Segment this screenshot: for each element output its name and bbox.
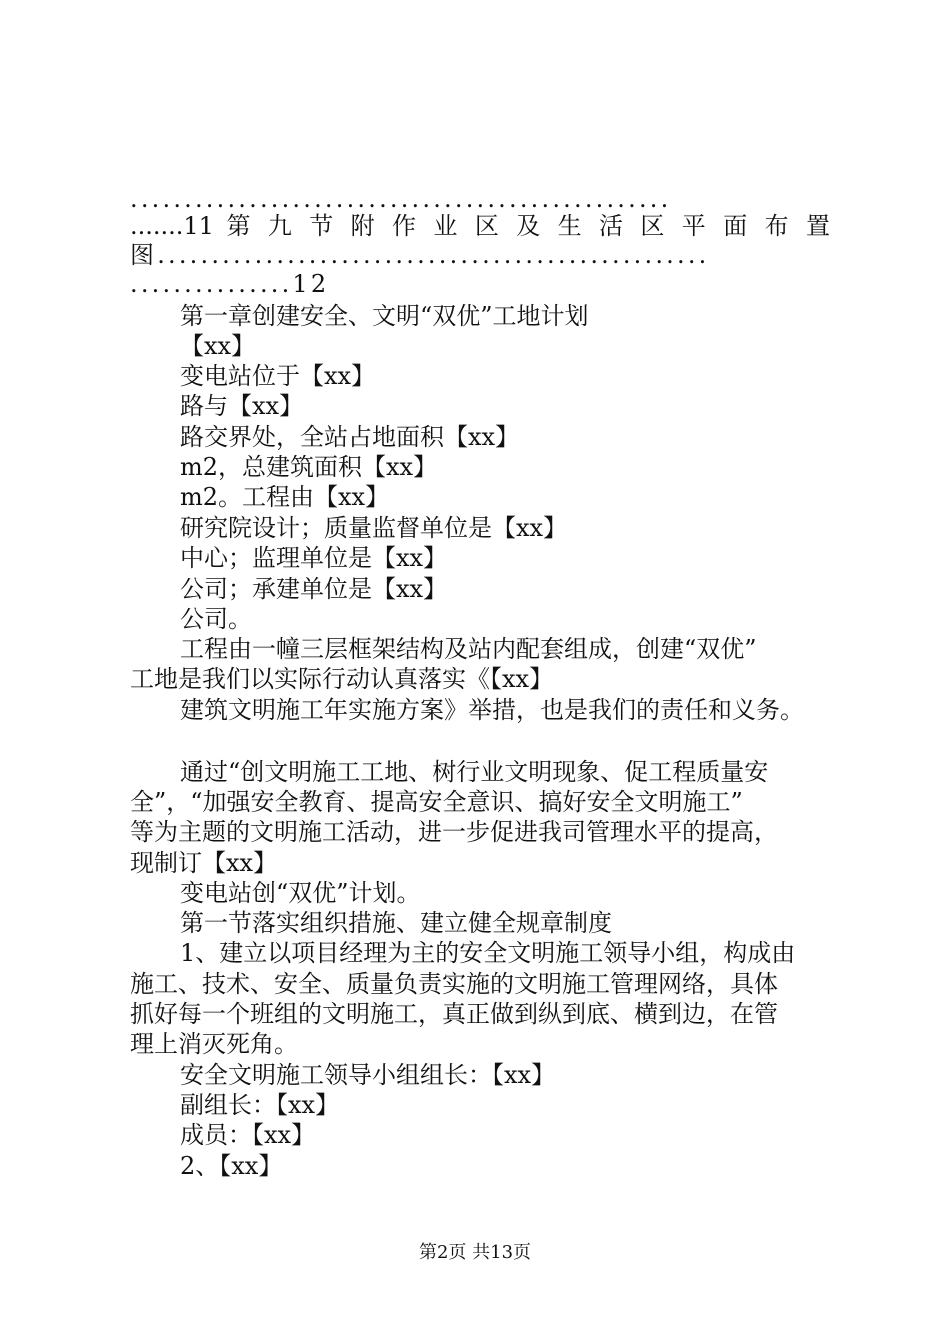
- paragraph-line: 理上消灭死角。: [130, 1030, 298, 1058]
- paragraph-line: 抓好每一个班组的文明施工，真正做到纵到底、横到边，在管: [130, 1000, 778, 1028]
- toc-entry-section9: .......11 第 九 节 附 作 业 区 及 生 活 区 平 面 布 置: [130, 212, 830, 240]
- paragraph-line: 【xx】: [180, 332, 256, 360]
- paragraph-line: m2，总建筑面积【xx】: [180, 453, 438, 481]
- paragraph-line: 通过“创文明施工工地、树行业文明现象、促工程质量安: [180, 758, 769, 786]
- paragraph-line: m2。工程由【xx】: [180, 483, 390, 511]
- paragraph-line: 施工、技术、安全、质量负责实施的文明施工管理网络，具体: [130, 970, 778, 998]
- paragraph-line: 公司；承建单位是【xx】: [180, 575, 448, 603]
- paragraph-line: 等为主题的文明施工活动，进一步促进我司管理水平的提高，: [130, 818, 778, 846]
- paragraph-line: 全”，“加强安全教育、提高安全意识、搞好安全文明施工”: [130, 788, 743, 816]
- paragraph-line: 副组长：【xx】: [180, 1091, 340, 1119]
- paragraph-line: 2、【xx】: [180, 1152, 283, 1180]
- paragraph-line: 工程由一幢三层框架结构及站内配套组成，创建“双优”: [180, 635, 757, 663]
- paragraph-line: 路交界处，全站占地面积【xx】: [180, 423, 520, 451]
- paragraph-line: 安全文明施工领导小组组长：【xx】: [180, 1061, 556, 1089]
- paragraph-line: 建筑文明施工年实施方案》举措，也是我们的责任和义务。: [180, 696, 804, 724]
- paragraph-line: 公司。: [180, 605, 252, 633]
- paragraph-line: 工地是我们以实际行动认真落实《【xx】: [130, 665, 554, 693]
- page-number-footer: 第2页 共13页: [418, 1242, 532, 1263]
- toc-dots-line: 图...................................................: [130, 241, 710, 269]
- paragraph-line: 现制订【xx】: [130, 849, 278, 877]
- paragraph-line: 变电站位于【xx】: [180, 362, 376, 390]
- toc-dots-line: ...............12: [130, 270, 330, 298]
- paragraph-line: 成员：【xx】: [180, 1121, 316, 1149]
- paragraph-line: 研究院设计；质量监督单位是【xx】: [180, 514, 568, 542]
- paragraph-line: 变电站创“双优”计划。: [180, 879, 421, 907]
- toc-dots-line: ..................................................: [130, 185, 672, 213]
- chapter-title: 第一章创建安全、文明“双优”工地计划: [180, 302, 589, 330]
- paragraph-line: 1、建立以项目经理为主的安全文明施工领导小组，构成由: [180, 939, 796, 967]
- paragraph-line: 路与【xx】: [180, 392, 304, 420]
- paragraph-line: 中心；监理单位是【xx】: [180, 544, 448, 572]
- section-title: 第一节落实组织措施、建立健全规章制度: [180, 909, 612, 937]
